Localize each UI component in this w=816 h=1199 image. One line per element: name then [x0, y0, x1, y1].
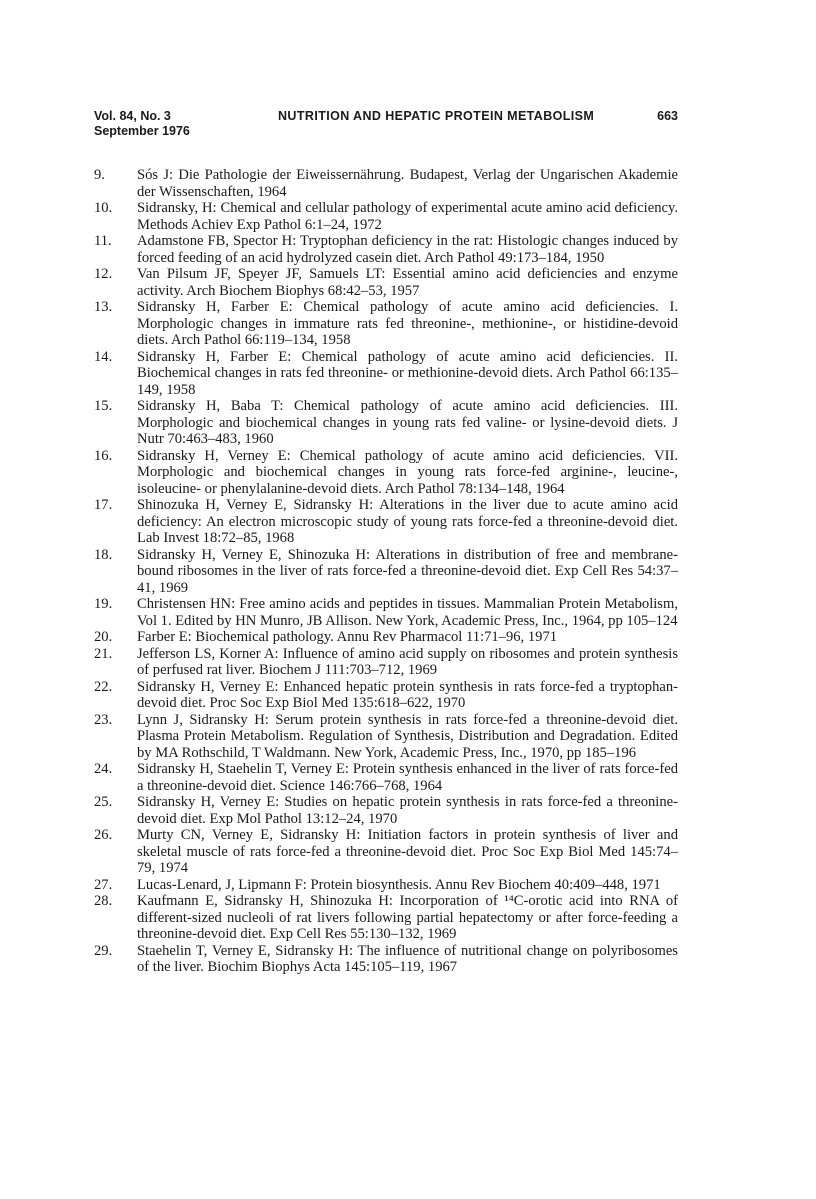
reference-item: [94, 596, 678, 629]
reference-number: 27.: [94, 876, 113, 893]
reference-number: 23.: [94, 711, 113, 728]
reference-text: Sidransky H, Verney E: Enhanced hepatic protein synthesis in rats force-fed a tryptophan-devoid diet. Proc Soc Exp Biol Med 135:618–622, 1970: [137, 678, 678, 711]
reference-text: Sidransky H, Verney E: Studies on hepatic protein synthesis in rats force-fed a threonine-devoid diet. Exp Mol Pathol 13:12–24, 1970: [137, 794, 678, 827]
reference-text: Sós J: Die Pathologie der Eiweissernährung. Budapest, Verlag der Ungarischen Akademie der Wissenschaften, 1964: [137, 167, 678, 200]
reference-item: [94, 200, 678, 233]
reference-text: Lynn J, Sidransky H: Serum protein synthesis in rats force-fed a threonine-devoid diet. Plasma Protein Metabolism. Regulation of Synthesis, Distribution and Degradation. Edited by MA Rothschild, T Waldmann. New York, Academic Press, Inc., 1970, pp 185–196: [137, 711, 678, 761]
reference-item: [94, 497, 678, 547]
reference-item: [94, 233, 678, 266]
reference-text: Sidransky H, Verney E: Chemical pathology of acute amino acid deficiencies. VII. Morphologic and biochemical changes in young rats force-fed arginine-, leucine-, isoleucine- or phenylalanine-devoid diets. Arch Pathol 78:134–148, 1964: [137, 447, 678, 497]
reference-text: Farber E: Biochemical pathology. Annu Rev Pharmacol 11:71–96, 1971: [137, 629, 558, 645]
reference-number: 17.: [94, 497, 113, 513]
reference-text: Sidransky H, Farber E: Chemical pathology of acute amino acid deficiencies. I. Morphologic changes in immature rats fed threonine-, methionine-, or histidine-devoid diets. Arch Pathol 66:119–134, 1958: [137, 299, 678, 348]
reference-text: Staehelin T, Verney E, Sidransky H: The influence of nutritional change on polyribosomes of the liver. Biochim Biophys Acta 145:105–119, 1967: [137, 942, 678, 975]
reference-text: Lucas-Lenard, J, Lipmann F: Protein biosynthesis. Annu Rev Biochem 40:409–448, 1971: [137, 876, 661, 893]
reference-item: [94, 629, 678, 646]
reference-item: [94, 827, 678, 877]
reference-item: [94, 712, 678, 762]
reference-number: 29.: [94, 942, 113, 959]
reference-item: [94, 299, 678, 349]
reference-item: [94, 761, 678, 794]
reference-item: [94, 349, 678, 399]
reference-number: 10.: [94, 200, 113, 216]
reference-number: 28.: [94, 893, 113, 909]
reference-text: Sidransky H, Staehelin T, Verney E: Protein synthesis enhanced in the liver of rats force-fed a threonine-devoid diet. Science 146:766–768, 1964: [137, 761, 678, 794]
reference-item: [94, 646, 678, 679]
reference-text: Christensen HN: Free amino acids and peptides in tissues. Mammalian Protein Metabolism, Vol 1. Edited by HN Munro, JB Allison. New York, Academic Press, Inc., 1964, pp 105–124: [137, 596, 678, 629]
volume-number: Vol. 84, No. 3: [94, 109, 171, 123]
reference-item: [94, 398, 678, 448]
reference-item: [94, 266, 678, 299]
reference-text: Murty CN, Verney E, Sidransky H: Initiation factors in protein synthesis of liver and skeletal muscle of rats force-fed a threonine-devoid diet. Proc Soc Exp Biol Med 145:74–79, 1974: [137, 827, 678, 876]
reference-item: [94, 448, 678, 498]
reference-number: 24.: [94, 761, 113, 777]
reference-number: 22.: [94, 678, 113, 695]
reference-number: 12.: [94, 266, 113, 282]
reference-text: Kaufmann E, Sidransky H, Shinozuka H: Incorporation of ¹⁴C-orotic acid into RNA of different-sized nucleoli of rat livers following partial hepatectomy or after force-feeding a threonine-devoid diet. Exp Cell Res 55:130–132, 1969: [137, 893, 678, 942]
reference-number: 21.: [94, 645, 113, 662]
reference-item: [94, 547, 678, 597]
reference-text: Sidransky H, Baba T: Chemical pathology of acute amino acid deficiencies. III. Morphologic and biochemical changes in young rats fed valine- or lysine-devoid diets. J Nutr 70:463–483, 1960: [137, 398, 678, 447]
reference-number: 13.: [94, 299, 113, 315]
issue-date: September 1976: [94, 124, 190, 138]
reference-text: Shinozuka H, Verney E, Sidransky H: Alterations in the liver due to acute amino acid deficiency: An electron microscopic study of young rats force-fed a threonine-devoid diet. Lab Invest 18:72–85, 1968: [137, 497, 678, 546]
reference-number: 20.: [94, 629, 113, 645]
reference-text: Adamstone FB, Spector H: Tryptophan deficiency in the rat: Histologic changes induced by forced feeding of an acid hydrolyzed casein diet. Arch Pathol 49:173–184, 1950: [137, 233, 678, 266]
reference-item: [94, 943, 678, 976]
reference-number: 11.: [94, 233, 112, 249]
reference-number: 26.: [94, 827, 113, 843]
reference-text: Jefferson LS, Korner A: Influence of amino acid supply on ribosomes and protein synthesis of perfused rat liver. Biochem J 111:703–712, 1969: [137, 645, 678, 678]
reference-number: 18.: [94, 546, 113, 563]
reference-text: Sidransky, H: Chemical and cellular pathology of experimental acute amino acid deficiency. Methods Achiev Exp Pathol 6:1–24, 1972: [137, 200, 678, 233]
journal-issue: [94, 109, 190, 139]
reference-text: Sidransky H, Farber E: Chemical pathology of acute amino acid deficiencies. II. Biochemical changes in rats fed threonine- or methionine-devoid diets. Arch Pathol 66:135–149, 1958: [137, 348, 678, 398]
reference-number: 9.: [94, 167, 105, 183]
reference-number: 19.: [94, 596, 113, 612]
reference-text: Sidransky H, Verney E, Shinozuka H: Alterations in distribution of free and membrane-bound ribosomes in the liver of rats force-fed a threonine-devoid diet. Exp Cell Res 54:37–41, 1969: [137, 546, 678, 596]
reference-text: Van Pilsum JF, Speyer JF, Samuels LT: Essential amino acid deficiencies and enzyme activity. Arch Biochem Biophys 68:42–53, 1957: [137, 266, 678, 299]
reference-number: 14.: [94, 348, 113, 365]
reference-number: 25.: [94, 794, 113, 810]
page-number: 663: [657, 109, 678, 123]
reference-item: [94, 794, 678, 827]
reference-number: 15.: [94, 398, 113, 414]
reference-item: [94, 877, 678, 894]
reference-item: [94, 167, 678, 200]
reference-list: [94, 167, 678, 976]
reference-item: [94, 679, 678, 712]
reference-number: 16.: [94, 447, 113, 464]
running-header: [94, 109, 678, 139]
reference-item: [94, 893, 678, 943]
running-title: NUTRITION AND HEPATIC PROTEIN METABOLISM: [278, 109, 595, 123]
